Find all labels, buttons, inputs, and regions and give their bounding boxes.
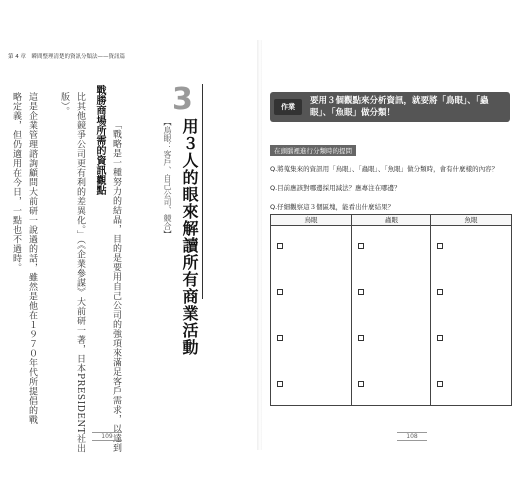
checkbox[interactable] — [437, 381, 443, 387]
column-fish-eye — [430, 215, 511, 405]
column-header: 鳥眼 — [271, 215, 351, 226]
question-item: Q.仔細觀察這３個區塊，能看出什麼結果？ — [270, 203, 395, 211]
question-item: Q.將蒐集來的資訊用「鳥眼」、「蟲眼」、「魚眼」做分類時，會有什麼樣的內容？ — [270, 165, 499, 173]
classification-table — [270, 214, 512, 406]
column-bird-eye — [271, 215, 351, 405]
section-heading: 戰勝商場所需的資訊觀點 — [94, 85, 105, 195]
prompt-label: 在頭腦裡進行分類時的提問 — [270, 145, 356, 156]
page-number: 109 — [92, 432, 122, 441]
body-column-5: 「戰略是一種努力的結晶，目的是要用自己公司的強項來滿足客戶需求，以達到 — [111, 120, 121, 453]
column-bug-eye — [351, 215, 431, 405]
checkbox[interactable] — [358, 335, 364, 341]
checkbox[interactable] — [358, 289, 364, 295]
checkbox[interactable] — [437, 289, 443, 295]
body-column-1: 略定義，但仍適用在今日，一點也不過時。 — [11, 92, 21, 273]
task-banner — [270, 92, 510, 122]
page-number: 108 — [397, 432, 427, 441]
checkbox[interactable] — [437, 335, 443, 341]
body-column-2: 這是企業管理諮詢顧問大前研一說過的話，雖然是他在１９７０年代所提倡的戰 — [27, 92, 37, 425]
body-column-3: 版）。 — [59, 92, 69, 116]
checkbox[interactable] — [277, 289, 283, 295]
checkbox[interactable] — [277, 243, 283, 249]
checkbox[interactable] — [277, 381, 283, 387]
question-area — [270, 138, 510, 221]
right-page — [262, 0, 520, 500]
chapter-rule — [202, 84, 203, 299]
task-badge: 作業 — [274, 99, 302, 115]
chapter-title: 用３人的眼來解讀所有商業活動 — [180, 118, 199, 356]
left-page — [0, 0, 258, 500]
chapter-number: 3 — [172, 82, 193, 117]
checkbox[interactable] — [358, 381, 364, 387]
checkbox[interactable] — [437, 243, 443, 249]
column-header: 魚眼 — [431, 215, 511, 226]
chapter-subtitle: 【鳥眼：客戶、自己公司、競合】 — [163, 118, 172, 238]
running-header: 第 4 章 瞬間整理清楚的資訊分類法——資訊篇 — [8, 54, 125, 60]
checkbox[interactable] — [277, 335, 283, 341]
checkbox[interactable] — [358, 243, 364, 249]
question-item: Q.目前應該對哪邊採用減法？應專注在哪邊？ — [270, 184, 401, 192]
task-text: 要用３個觀點來分析資訊，就要將「鳥眼」、「蟲眼」、「魚眼」做分類！ — [310, 96, 489, 118]
column-header: 蟲眼 — [352, 215, 431, 226]
body-column-4: 比其他競爭公司更有利的差異化。」（《企業參謀》大前研一著，日本PRESIDENT社出 — [75, 92, 85, 454]
